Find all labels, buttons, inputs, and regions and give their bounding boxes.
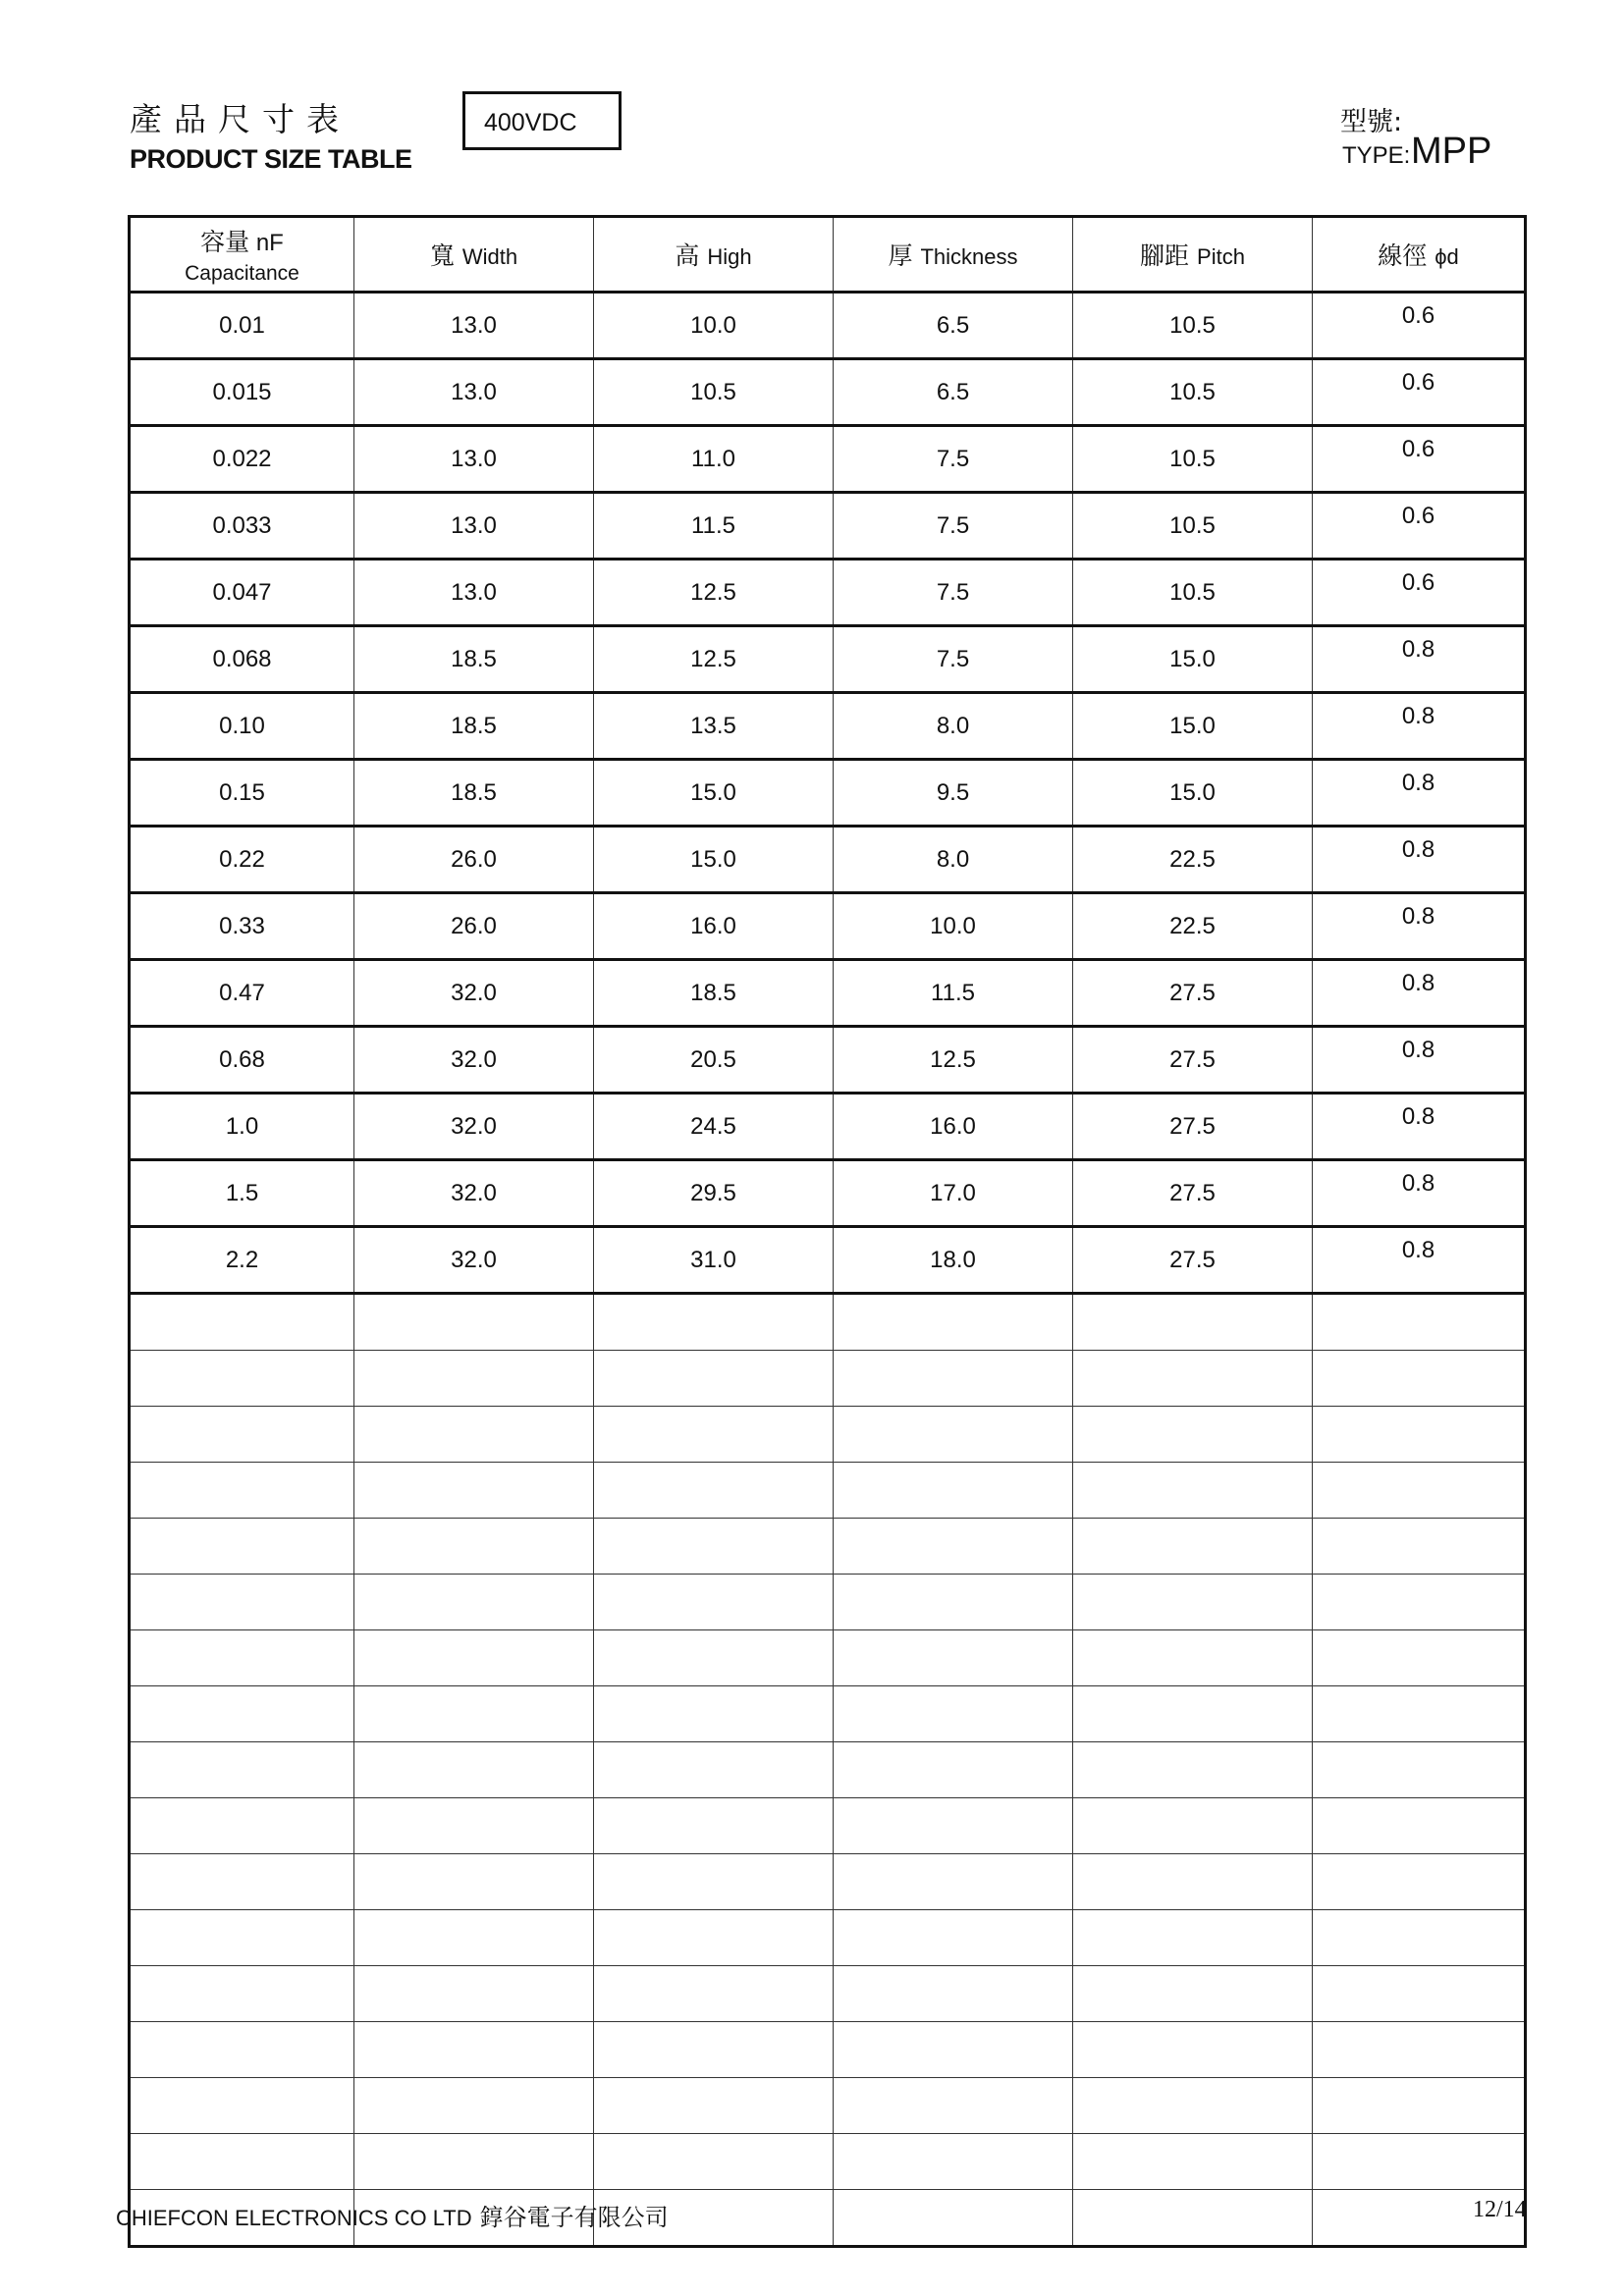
empty-cell (354, 1686, 594, 1742)
empty-cell (1073, 1630, 1313, 1686)
empty-cell (1313, 1798, 1526, 1854)
header-lead-zh: 線徑 (1378, 241, 1428, 270)
width-cell: 32.0 (354, 1160, 594, 1227)
lead-diameter-cell: 0.6 (1313, 493, 1526, 560)
empty-cell (1073, 2190, 1313, 2247)
empty-cell (594, 1966, 834, 2022)
empty-cell (594, 1351, 834, 1407)
pitch-cell: 22.5 (1073, 893, 1313, 960)
empty-cell (1313, 1407, 1526, 1463)
empty-table-row (130, 1294, 1526, 1351)
empty-cell (354, 2078, 594, 2134)
empty-table-row (130, 1519, 1526, 1575)
width-cell: 32.0 (354, 1227, 594, 1294)
page-number: 12/14 (1473, 2197, 1527, 2222)
empty-cell (1313, 1686, 1526, 1742)
high-cell: 18.5 (594, 960, 834, 1027)
header-capacitance-zh: 容量 (200, 228, 250, 256)
high-cell: 20.5 (594, 1027, 834, 1094)
empty-cell (354, 1575, 594, 1630)
empty-cell (594, 2022, 834, 2078)
capacitance-cell: 0.047 (130, 560, 354, 626)
high-cell: 15.0 (594, 827, 834, 893)
empty-table-row (130, 1854, 1526, 1910)
empty-cell (1073, 1966, 1313, 2022)
empty-cell (1313, 2022, 1526, 2078)
empty-cell (1073, 1798, 1313, 1854)
empty-table-row (130, 1351, 1526, 1407)
empty-cell (354, 1854, 594, 1910)
lead-diameter-cell: 0.8 (1313, 960, 1526, 1027)
lead-diameter-cell: 0.8 (1313, 1227, 1526, 1294)
empty-cell (354, 1910, 594, 1966)
high-cell: 10.5 (594, 359, 834, 426)
table-row (130, 626, 1526, 693)
empty-cell (834, 1575, 1073, 1630)
voltage-rating: 400VDC (484, 109, 577, 136)
lead-diameter-cell: 0.8 (1313, 893, 1526, 960)
pitch-cell: 10.5 (1073, 560, 1313, 626)
type-label: TYPE: (1342, 142, 1411, 169)
lead-diameter-cell: 0.8 (1313, 626, 1526, 693)
empty-cell (834, 1294, 1073, 1351)
table-row (130, 1027, 1526, 1094)
empty-cell (834, 1910, 1073, 1966)
lead-diameter-cell: 0.8 (1313, 760, 1526, 827)
empty-cell (1313, 1910, 1526, 1966)
empty-cell (130, 2134, 354, 2190)
type-label-chinese: 型號: (1340, 107, 1403, 137)
pitch-cell: 27.5 (1073, 1227, 1313, 1294)
empty-table-row (130, 1686, 1526, 1742)
empty-cell (1073, 2022, 1313, 2078)
empty-cell (354, 1966, 594, 2022)
empty-cell (130, 1966, 354, 2022)
high-cell: 16.0 (594, 893, 834, 960)
empty-table-row (130, 1798, 1526, 1854)
empty-cell (1313, 1463, 1526, 1519)
empty-cell (1313, 1294, 1526, 1351)
thickness-cell: 10.0 (834, 893, 1073, 960)
thickness-cell: 6.5 (834, 293, 1073, 359)
empty-cell (834, 1742, 1073, 1798)
lead-diameter-cell: 0.8 (1313, 693, 1526, 760)
header-high (594, 217, 834, 293)
empty-cell (1073, 1519, 1313, 1575)
table-row (130, 426, 1526, 493)
capacitance-cell: 0.015 (130, 359, 354, 426)
width-cell: 13.0 (354, 293, 594, 359)
empty-table-row (130, 1966, 1526, 2022)
empty-cell (834, 1407, 1073, 1463)
empty-cell (354, 2022, 594, 2078)
capacitance-cell: 0.068 (130, 626, 354, 693)
page-title-chinese: 產品尺寸表 (130, 100, 351, 138)
pitch-cell: 27.5 (1073, 1027, 1313, 1094)
width-cell: 18.5 (354, 626, 594, 693)
empty-cell (1313, 1519, 1526, 1575)
empty-cell (834, 2022, 1073, 2078)
page-title: PRODUCT SIZE TABLE (130, 144, 412, 174)
width-cell: 26.0 (354, 827, 594, 893)
high-cell: 15.0 (594, 760, 834, 827)
empty-cell (834, 1798, 1073, 1854)
capacitance-cell: 0.033 (130, 493, 354, 560)
empty-table-row (130, 1463, 1526, 1519)
empty-cell (130, 1519, 354, 1575)
header-capacitance (130, 217, 354, 293)
empty-cell (834, 1463, 1073, 1519)
thickness-cell: 16.0 (834, 1094, 1073, 1160)
pitch-cell: 15.0 (1073, 693, 1313, 760)
empty-cell (594, 1854, 834, 1910)
capacitance-cell: 0.022 (130, 426, 354, 493)
empty-cell (1073, 1910, 1313, 1966)
empty-cell (130, 1294, 354, 1351)
capacitance-cell: 0.10 (130, 693, 354, 760)
header-thickness-en: Thickness (920, 244, 1018, 269)
thickness-cell: 8.0 (834, 827, 1073, 893)
empty-cell (594, 1575, 834, 1630)
empty-cell (1313, 1742, 1526, 1798)
thickness-cell: 7.5 (834, 560, 1073, 626)
pitch-cell: 10.5 (1073, 493, 1313, 560)
empty-table-row (130, 1407, 1526, 1463)
pitch-cell: 10.5 (1073, 293, 1313, 359)
lead-diameter-cell: 0.6 (1313, 560, 1526, 626)
thickness-cell: 11.5 (834, 960, 1073, 1027)
header-capacitance-en: Capacitance (185, 262, 299, 285)
footer-company (116, 2198, 669, 2232)
table-row (130, 1094, 1526, 1160)
company-name: CHIEFCON ELECTRONICS CO LTD (116, 2206, 472, 2230)
empty-cell (354, 1463, 594, 1519)
empty-cell (130, 1630, 354, 1686)
table-row (130, 893, 1526, 960)
capacitance-cell: 2.2 (130, 1227, 354, 1294)
width-cell: 32.0 (354, 960, 594, 1027)
thickness-cell: 7.5 (834, 493, 1073, 560)
thickness-cell: 9.5 (834, 760, 1073, 827)
empty-cell (354, 1294, 594, 1351)
pitch-cell: 15.0 (1073, 626, 1313, 693)
empty-cell (834, 2190, 1073, 2247)
empty-cell (594, 1463, 834, 1519)
header-high-en: High (707, 244, 752, 269)
empty-cell (1073, 1854, 1313, 1910)
empty-cell (594, 1742, 834, 1798)
width-cell: 13.0 (354, 493, 594, 560)
empty-cell (1073, 1742, 1313, 1798)
table-body (130, 293, 1526, 2247)
empty-table-row (130, 1630, 1526, 1686)
lead-diameter-cell: 0.6 (1313, 359, 1526, 426)
table-row (130, 827, 1526, 893)
high-cell: 12.5 (594, 626, 834, 693)
lead-diameter-cell: 0.8 (1313, 1027, 1526, 1094)
empty-cell (834, 1686, 1073, 1742)
high-cell: 11.5 (594, 493, 834, 560)
lead-diameter-cell: 0.8 (1313, 827, 1526, 893)
lead-diameter-cell: 0.6 (1313, 293, 1526, 359)
table-row (130, 960, 1526, 1027)
empty-cell (354, 2134, 594, 2190)
empty-table-row (130, 2022, 1526, 2078)
lead-diameter-cell: 0.8 (1313, 1160, 1526, 1227)
empty-cell (834, 1854, 1073, 1910)
empty-cell (130, 1575, 354, 1630)
empty-cell (1073, 1575, 1313, 1630)
empty-cell (1073, 1294, 1313, 1351)
pitch-cell: 22.5 (1073, 827, 1313, 893)
pitch-cell: 15.0 (1073, 760, 1313, 827)
capacitance-cell: 1.5 (130, 1160, 354, 1227)
high-cell: 10.0 (594, 293, 834, 359)
width-cell: 32.0 (354, 1094, 594, 1160)
width-cell: 18.5 (354, 760, 594, 827)
pitch-cell: 27.5 (1073, 960, 1313, 1027)
empty-cell (1073, 2078, 1313, 2134)
empty-cell (354, 1742, 594, 1798)
empty-cell (354, 1798, 594, 1854)
width-cell: 26.0 (354, 893, 594, 960)
high-cell: 13.5 (594, 693, 834, 760)
empty-cell (130, 1910, 354, 1966)
empty-cell (594, 2078, 834, 2134)
empty-cell (130, 1742, 354, 1798)
empty-table-row (130, 1742, 1526, 1798)
empty-cell (1313, 1351, 1526, 1407)
table-row (130, 1160, 1526, 1227)
empty-cell (1313, 1575, 1526, 1630)
empty-cell (130, 1854, 354, 1910)
pitch-cell: 27.5 (1073, 1094, 1313, 1160)
empty-cell (834, 2134, 1073, 2190)
table-row (130, 693, 1526, 760)
capacitance-cell: 0.68 (130, 1027, 354, 1094)
header-lead-diameter (1313, 217, 1526, 293)
header-width (354, 217, 594, 293)
company-name-chinese: 錞谷電子有限公司 (479, 2204, 669, 2231)
header-width-en: Width (461, 244, 518, 269)
table-row (130, 359, 1526, 426)
header-thickness-zh: 厚 (888, 241, 913, 270)
high-cell: 31.0 (594, 1227, 834, 1294)
empty-cell (130, 2022, 354, 2078)
empty-cell (594, 1910, 834, 1966)
high-cell: 29.5 (594, 1160, 834, 1227)
empty-cell (130, 1351, 354, 1407)
table-row (130, 760, 1526, 827)
high-cell: 11.0 (594, 426, 834, 493)
empty-cell (1313, 1630, 1526, 1686)
thickness-cell: 7.5 (834, 426, 1073, 493)
high-cell: 24.5 (594, 1094, 834, 1160)
empty-table-row (130, 1910, 1526, 1966)
empty-cell (834, 1966, 1073, 2022)
empty-cell (354, 1519, 594, 1575)
empty-cell (594, 1294, 834, 1351)
empty-table-row (130, 2078, 1526, 2134)
type-value: MPP (1411, 131, 1492, 172)
high-cell: 12.5 (594, 560, 834, 626)
empty-cell (130, 1407, 354, 1463)
header-lead-en: ϕd (1435, 244, 1459, 269)
empty-cell (1313, 2134, 1526, 2190)
empty-cell (130, 1463, 354, 1519)
thickness-cell: 18.0 (834, 1227, 1073, 1294)
empty-cell (834, 1351, 1073, 1407)
empty-cell (834, 2078, 1073, 2134)
header-width-zh: 寬 (429, 241, 455, 270)
thickness-cell: 17.0 (834, 1160, 1073, 1227)
empty-cell (1073, 1686, 1313, 1742)
header-pitch-zh: 腳距 (1140, 241, 1190, 270)
pitch-cell: 10.5 (1073, 426, 1313, 493)
capacitance-cell: 0.33 (130, 893, 354, 960)
pitch-cell: 10.5 (1073, 359, 1313, 426)
empty-table-row (130, 2134, 1526, 2190)
empty-cell (1313, 1854, 1526, 1910)
empty-cell (1073, 1351, 1313, 1407)
empty-cell (594, 1630, 834, 1686)
thickness-cell: 12.5 (834, 1027, 1073, 1094)
table-header-row (130, 217, 1526, 293)
capacitance-cell: 1.0 (130, 1094, 354, 1160)
lead-diameter-cell: 0.6 (1313, 426, 1526, 493)
width-cell: 13.0 (354, 426, 594, 493)
thickness-cell: 6.5 (834, 359, 1073, 426)
empty-cell (130, 1798, 354, 1854)
empty-cell (594, 1519, 834, 1575)
header-capacitance-unit: nF (255, 230, 284, 256)
empty-cell (1073, 1463, 1313, 1519)
empty-cell (354, 1630, 594, 1686)
pitch-cell: 27.5 (1073, 1160, 1313, 1227)
thickness-cell: 8.0 (834, 693, 1073, 760)
empty-cell (1313, 1966, 1526, 2022)
empty-cell (834, 1519, 1073, 1575)
empty-cell (594, 1798, 834, 1854)
empty-cell (594, 1407, 834, 1463)
table-row (130, 1227, 1526, 1294)
width-cell: 18.5 (354, 693, 594, 760)
thickness-cell: 7.5 (834, 626, 1073, 693)
empty-cell (834, 1630, 1073, 1686)
header-pitch (1073, 217, 1313, 293)
header-high-zh: 高 (675, 241, 700, 270)
capacitance-cell: 0.22 (130, 827, 354, 893)
header-thickness (834, 217, 1073, 293)
voltage-box (462, 91, 622, 150)
empty-cell (594, 1686, 834, 1742)
capacitance-cell: 0.47 (130, 960, 354, 1027)
empty-cell (594, 2134, 834, 2190)
capacitance-cell: 0.01 (130, 293, 354, 359)
empty-cell (1313, 2078, 1526, 2134)
empty-cell (1073, 1407, 1313, 1463)
width-cell: 13.0 (354, 359, 594, 426)
width-cell: 13.0 (354, 560, 594, 626)
empty-cell (130, 1686, 354, 1742)
capacitance-cell: 0.15 (130, 760, 354, 827)
header-pitch-en: Pitch (1197, 244, 1245, 269)
table-row (130, 293, 1526, 359)
empty-cell (354, 1407, 594, 1463)
product-size-table (128, 215, 1527, 2248)
table-row (130, 560, 1526, 626)
empty-cell (1073, 2134, 1313, 2190)
empty-cell (130, 2078, 354, 2134)
lead-diameter-cell: 0.8 (1313, 1094, 1526, 1160)
table-row (130, 493, 1526, 560)
empty-table-row (130, 1575, 1526, 1630)
width-cell: 32.0 (354, 1027, 594, 1094)
empty-cell (354, 1351, 594, 1407)
